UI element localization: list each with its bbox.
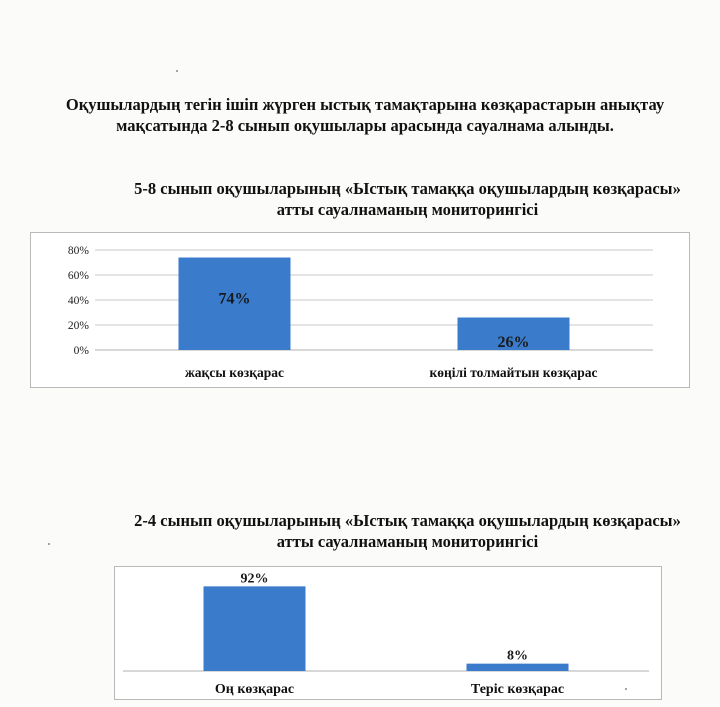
- intro-paragraph: [40, 94, 690, 136]
- data-label-1: 92%: [240, 571, 269, 587]
- chart-1: [30, 232, 690, 388]
- category-label-2: көңілі толмайтын көзқарас: [429, 365, 598, 380]
- scan-speck: [176, 70, 178, 72]
- chart-1-svg: [31, 233, 689, 387]
- scan-speck: [625, 688, 627, 690]
- chart-2: [114, 566, 662, 700]
- y-tick-label: 20%: [67, 320, 89, 332]
- y-tick-label: 80%: [67, 245, 89, 257]
- intro-line-2: мақсатында 2-8 сынып оқушылары арасында сауалнама алынды.: [116, 116, 614, 135]
- chart-1-title-line-2: атты сауалнаманың мониторингісі: [276, 200, 539, 219]
- category-label-1: Оң көзқарас: [214, 682, 295, 697]
- data-label-2: 26%: [497, 334, 530, 351]
- intro-line-1: Оқушылардың тегін ішіп жүрген ыстық тамақтарына көзқарастарын анықтау: [65, 95, 665, 114]
- y-tick-label: 0%: [73, 345, 89, 357]
- bar-1: [204, 586, 306, 671]
- data-label-1: 74%: [218, 290, 251, 308]
- scan-speck: [48, 543, 50, 545]
- category-label-2: Теріс көзқарас: [470, 682, 565, 697]
- data-label-2: 8%: [507, 648, 528, 664]
- chart-2-title-line-1: 2-4 сынып оқушыларының «Ыстық тамаққа оқушылардың көзқарасы»: [134, 511, 681, 530]
- chart-2-title-line-2: атты сауалнаманың мониторингісі: [276, 532, 539, 551]
- chart-1-title: [95, 178, 720, 220]
- y-tick-label: 40%: [67, 295, 89, 307]
- chart-2-svg: [115, 567, 661, 699]
- category-label-1: жақсы көзқарас: [185, 365, 284, 380]
- chart-2-title: [95, 510, 720, 552]
- chart-1-title-line-1: 5-8 сынып оқушыларының «Ыстық тамаққа оқушылардың көзқарасы»: [134, 179, 681, 198]
- y-tick-label: 60%: [67, 270, 89, 282]
- bar-2: [467, 664, 569, 671]
